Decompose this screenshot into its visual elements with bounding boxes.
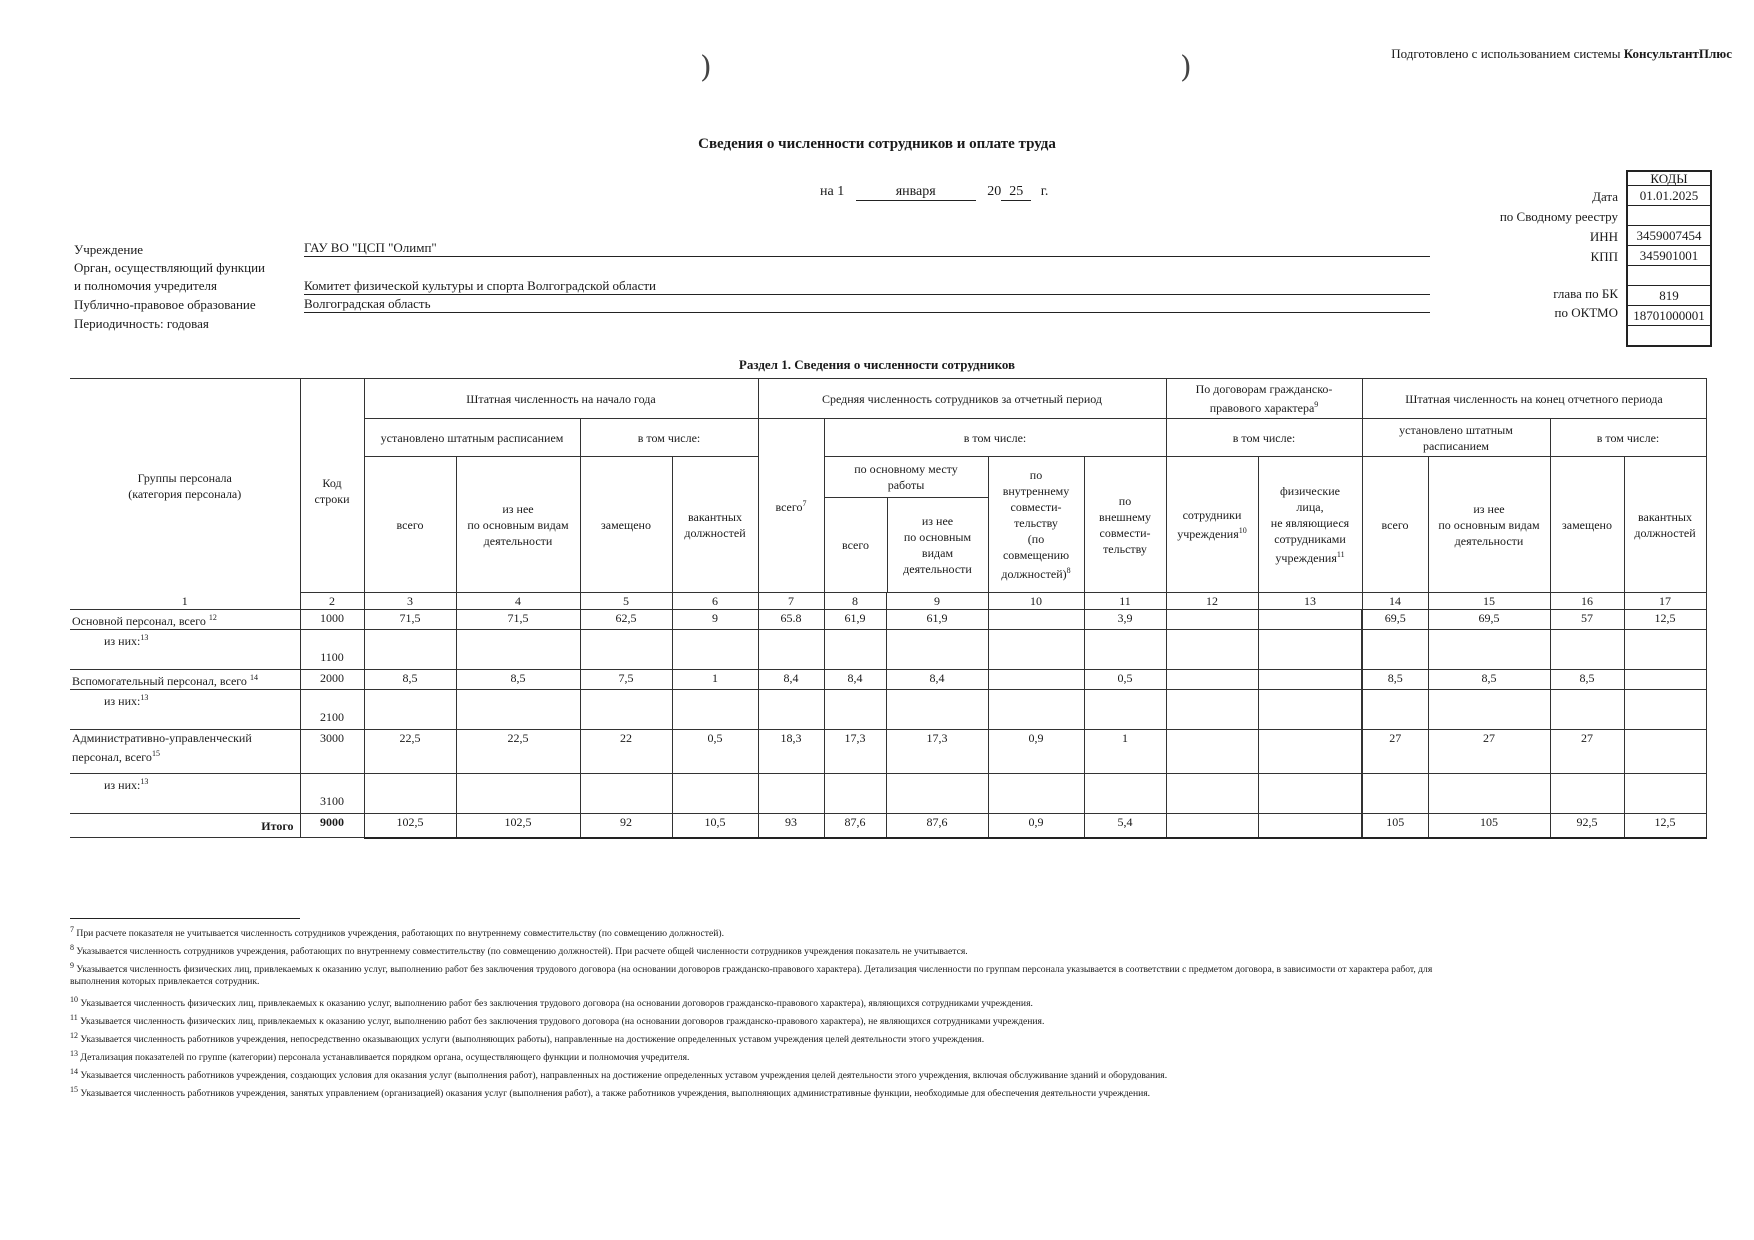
public-entity-label: Публично-правовое образование xyxy=(74,297,256,312)
row-label: из них:$^{13}$ xyxy=(70,690,300,730)
cell-col-7 xyxy=(758,690,824,730)
cell-col-12 xyxy=(1166,610,1258,630)
header-main-activity-15: из нее по основным видам деятельности xyxy=(1428,457,1550,593)
cell-col-3 xyxy=(364,630,456,670)
header-end-established: установлено штатным расписанием xyxy=(1362,419,1550,457)
code-date: 01.01.2025 xyxy=(1628,186,1710,206)
column-numbers-row: 1 2 3 4 5 6 7 8 9 10 11 12 13 14 15 16 17 xyxy=(70,593,1706,610)
cell-col-5: 22 xyxy=(580,730,672,774)
row-code: 2000 xyxy=(300,670,364,690)
cell-col-17 xyxy=(1624,774,1706,814)
cell-col-8: 8,4 xyxy=(824,670,886,690)
label-inn: ИНН xyxy=(1589,229,1618,244)
cell-col-4: 8,5 xyxy=(456,670,580,690)
code-blank-1 xyxy=(1628,266,1710,286)
cell-col-6: 10,5 xyxy=(672,814,758,838)
cell-col-14 xyxy=(1362,690,1428,730)
cell-col-3 xyxy=(364,690,456,730)
cell-col-14: 27 xyxy=(1362,730,1428,774)
cell-col-4 xyxy=(456,774,580,814)
cell-col-8: 61,9 xyxy=(824,610,886,630)
cell-col-9: 61,9 xyxy=(886,610,988,630)
document-title: Сведения о численности сотрудников и оплате труда xyxy=(698,136,1056,152)
cell-col-3: 8,5 xyxy=(364,670,456,690)
cell-col-6 xyxy=(672,630,758,670)
cell-col-16 xyxy=(1550,774,1624,814)
header-main-activity-4: из нее по основным видам деятельности xyxy=(456,457,580,593)
cell-col-9: 8,4 xyxy=(886,670,988,690)
cell-col-13 xyxy=(1258,670,1362,690)
header-code: Код строки xyxy=(300,379,364,593)
cell-col-15: 8,5 xyxy=(1428,670,1550,690)
cell-col-17: 12,5 xyxy=(1624,814,1706,838)
footnote-11: $^{11}$ Указывается численность физических лиц, привлекаемых к оказанию услуг, выполнению работ без заключения трудового договора (на основании договоров гражданско-правового характера), не являющихся сотрудниками учреждения. xyxy=(70,1013,1045,1028)
cell-col-12 xyxy=(1166,630,1258,670)
cell-col-14: 105 xyxy=(1362,814,1428,838)
cell-col-4: 102,5 xyxy=(456,814,580,838)
row-code: 3100 xyxy=(300,774,364,814)
cell-col-7 xyxy=(758,630,824,670)
cell-col-10 xyxy=(988,610,1084,630)
cell-col-4 xyxy=(456,690,580,730)
cell-col-11: 0,5 xyxy=(1084,670,1166,690)
row-label: Итого xyxy=(70,814,300,838)
cell-col-7: 93 xyxy=(758,814,824,838)
cell-col-5 xyxy=(580,630,672,670)
cell-col-10 xyxy=(988,670,1084,690)
header-avg: Средняя численность сотрудников за отчетный период xyxy=(758,379,1166,419)
cell-col-10 xyxy=(988,690,1084,730)
codes-header: КОДЫ xyxy=(1628,172,1710,186)
code-bk: 819 xyxy=(1628,286,1710,306)
header-end: Штатная численность на конец отчетного периода xyxy=(1362,379,1706,419)
cell-col-11 xyxy=(1084,630,1166,670)
cell-col-15 xyxy=(1428,774,1550,814)
cell-col-14 xyxy=(1362,774,1428,814)
header-vacant-6: вакантных должностей xyxy=(672,457,758,593)
row-code: 1000 xyxy=(300,610,364,630)
row-code: 1100 xyxy=(300,630,364,670)
footnote-10: $^{10}$ Указывается численность физических лиц, привлекаемых к оказанию услуг, выполнению работ без заключения трудового договора (на основании договоров гражданско-правового характера), являющихся сотрудниками учреждения. xyxy=(70,995,1033,1010)
cell-col-12 xyxy=(1166,690,1258,730)
cell-col-11: 3,9 xyxy=(1084,610,1166,630)
cell-col-7: 65.8 xyxy=(758,610,824,630)
cell-col-14 xyxy=(1362,630,1428,670)
header-internal-10: по внутреннему совмести- тельству (по совмещению должностей)$^8$ xyxy=(988,457,1084,593)
founder-label-2: и полномочия учредителя xyxy=(74,278,217,293)
table-row xyxy=(70,670,1706,690)
header-established: установлено штатным расписанием xyxy=(364,419,580,457)
cell-col-10 xyxy=(988,630,1084,670)
scan-mark-right: ) xyxy=(1180,50,1192,85)
cell-col-14: 8,5 xyxy=(1362,670,1428,690)
code-inn: 3459007454 xyxy=(1628,226,1710,246)
row-label: Основной персонал, всего $^{12}$ xyxy=(70,610,300,630)
cell-col-6: 9 xyxy=(672,610,758,630)
cell-col-10: 0,9 xyxy=(988,814,1084,838)
public-entity-value: Волгоградская область xyxy=(304,296,1430,313)
header-external-11: по внешнему совмести- тельству xyxy=(1084,457,1166,593)
cell-col-6: 1 xyxy=(672,670,758,690)
report-date: на 1 января 20 25 г. xyxy=(820,184,1049,199)
cell-col-17 xyxy=(1624,670,1706,690)
code-blank-2 xyxy=(1628,326,1710,345)
cell-col-12 xyxy=(1166,814,1258,838)
header-total-14: всего xyxy=(1362,457,1428,593)
cell-col-11 xyxy=(1084,774,1166,814)
cell-col-16: 8,5 xyxy=(1550,670,1624,690)
cell-col-6 xyxy=(672,690,758,730)
cell-col-13 xyxy=(1258,774,1362,814)
cell-col-5: 62,5 xyxy=(580,610,672,630)
prepared-with-note: Подготовлено с использованием системы КонсультантПлюс xyxy=(1391,46,1732,61)
footnote-separator xyxy=(70,918,300,919)
label-bk: глава по БК xyxy=(1553,286,1618,301)
row-label: из них:$^{13}$ xyxy=(70,774,300,814)
cell-col-3: 102,5 xyxy=(364,814,456,838)
cell-col-8 xyxy=(824,690,886,730)
table-row xyxy=(70,630,1706,670)
cell-col-15: 69,5 xyxy=(1428,610,1550,630)
cell-col-4: 22,5 xyxy=(456,730,580,774)
cell-col-16 xyxy=(1550,690,1624,730)
header-civil: По договорам гражданско- правового характера$^9$ xyxy=(1166,379,1362,419)
header-vacant-17: вакантных должностей xyxy=(1624,457,1706,593)
cell-col-9 xyxy=(886,774,988,814)
cell-col-13 xyxy=(1258,730,1362,774)
cell-col-17: 12,5 xyxy=(1624,610,1706,630)
footnote-13: $^{13}$ Детализация показателей по группе (категории) персонала устанавливается порядком органа, осуществляющего функции и полномочия учредителя. xyxy=(70,1049,690,1064)
cell-col-16: 57 xyxy=(1550,610,1624,630)
row-code: 2100 xyxy=(300,690,364,730)
cell-col-10: 0,9 xyxy=(988,730,1084,774)
header-physical-13: физические лица, не являющиеся сотрудниками учреждения$^{11}$ xyxy=(1258,457,1362,593)
table-row xyxy=(70,610,1706,630)
row-label: Административно-управленческий персонал, всего$^{15}$ xyxy=(70,730,300,774)
cell-col-15 xyxy=(1428,690,1550,730)
header-employees-12: сотрудники учреждения$^{10}$ xyxy=(1166,457,1258,593)
row-code: 3000 xyxy=(300,730,364,774)
footnote-12: $^{12}$ Указывается численность работников учреждения, непосредственно оказывающих услуги (выполняющих работы), направленные на достижение определенных уставом учреждения целей деятельности этого учреждения. xyxy=(70,1031,985,1046)
cell-col-7: 8,4 xyxy=(758,670,824,690)
cell-col-6 xyxy=(672,774,758,814)
cell-col-16: 92,5 xyxy=(1550,814,1624,838)
cell-col-15: 27 xyxy=(1428,730,1550,774)
cell-col-3: 71,5 xyxy=(364,610,456,630)
staff-table xyxy=(70,378,1707,839)
label-kpp: КПП xyxy=(1590,249,1618,264)
label-oktmo: по ОКТМО xyxy=(1554,305,1618,320)
header-filled-5: замещено xyxy=(580,457,672,593)
footnote-15: $^{15}$ Указывается численность работников учреждения, занятых управлением (организацией) оказания услуг (выполнения работ), а также работников учреждения, выполняющих административные функции, необходимые для обеспечения деятельности учреждения. xyxy=(70,1085,1151,1100)
table-row xyxy=(70,690,1706,730)
cell-col-5: 92 xyxy=(580,814,672,838)
code-oktmo: 18701000001 xyxy=(1628,306,1710,326)
cell-col-15 xyxy=(1428,630,1550,670)
row-code: 9000 xyxy=(300,814,364,838)
cell-col-8: 17,3 xyxy=(824,730,886,774)
header-start: Штатная численность на начало года xyxy=(364,379,758,419)
row-label: из них:$^{13}$ xyxy=(70,630,300,670)
cell-col-5: 7,5 xyxy=(580,670,672,690)
cell-col-12 xyxy=(1166,730,1258,774)
footnote-7: $^7$ При расчете показателя не учитывается численность сотрудников учреждения, работающих по внутреннему совместительству (по совмещению должностей). xyxy=(70,925,724,940)
cell-col-5 xyxy=(580,690,672,730)
header-groups: Группы персонала (категория персонала) xyxy=(70,379,300,593)
header-incl-civil: в том числе: xyxy=(1166,419,1362,457)
header-incl-avg: в том числе: xyxy=(824,419,1166,457)
header-incl-end: в том числе: xyxy=(1550,419,1706,457)
header-total-3: всего xyxy=(364,457,456,593)
header-filled-16: замещено xyxy=(1550,457,1624,593)
cell-col-8: 87,6 xyxy=(824,814,886,838)
cell-col-10 xyxy=(988,774,1084,814)
cell-col-13 xyxy=(1258,690,1362,730)
table-row xyxy=(70,774,1706,814)
cell-col-16: 27 xyxy=(1550,730,1624,774)
cell-col-17 xyxy=(1624,630,1706,670)
institution-value: ГАУ ВО "ЦСП "Олимп" xyxy=(304,240,1430,257)
cell-col-9: 87,6 xyxy=(886,814,988,838)
code-kpp: 345901001 xyxy=(1628,246,1710,266)
cell-col-15: 105 xyxy=(1428,814,1550,838)
row-label: Вспомогательный персонал, всего $^{14}$ xyxy=(70,670,300,690)
cell-col-6: 0,5 xyxy=(672,730,758,774)
header-avg-total: всего$^7$ xyxy=(758,419,824,593)
header-main-activity-9: из нее по основным видам деятельности xyxy=(903,514,972,576)
cell-col-11 xyxy=(1084,690,1166,730)
cell-col-13 xyxy=(1258,630,1362,670)
cell-col-13 xyxy=(1258,814,1362,838)
cell-col-7: 18,3 xyxy=(758,730,824,774)
cell-col-8 xyxy=(824,774,886,814)
cell-col-16 xyxy=(1550,630,1624,670)
cell-col-11: 5,4 xyxy=(1084,814,1166,838)
cell-col-14: 69,5 xyxy=(1362,610,1428,630)
cell-col-13 xyxy=(1258,610,1362,630)
cell-col-9 xyxy=(886,690,988,730)
footnote-8: $^8$ Указывается численность сотрудников учреждения, работающих по внутреннему совместительству (по совмещению должностей). При расчете общей численности сотрудников учреждения показатель не учитывается. xyxy=(70,943,968,958)
header-total-8: всего xyxy=(825,498,888,592)
table-row xyxy=(70,730,1706,774)
footnote-9: $^9$ Указывается численность физических лиц, привлекаемых к оказанию услуг, выполнению работ без заключения трудового договора (на основании договоров гражданско-правового характера). Детализация численности по группам персонала указывается в соответствии с предметом договора, в зависимости от характера работ, для выполнения которых привлекается сотрудник. xyxy=(70,961,1433,988)
table-row xyxy=(70,814,1706,838)
header-incl-start: в том числе: xyxy=(580,419,758,457)
header-main-place: по основному месту работы всего из нее по основным видам деятельности xyxy=(824,457,988,593)
cell-col-7 xyxy=(758,774,824,814)
cell-col-11: 1 xyxy=(1084,730,1166,774)
cell-col-4: 71,5 xyxy=(456,610,580,630)
cell-col-17 xyxy=(1624,730,1706,774)
codes-box xyxy=(1626,170,1712,347)
cell-col-9: 17,3 xyxy=(886,730,988,774)
cell-col-12 xyxy=(1166,774,1258,814)
cell-col-12 xyxy=(1166,670,1258,690)
footnote-14: $^{14}$ Указывается численность работников учреждения, создающих условия для оказания услуг (выполнения работ), направленных на достижение определенных уставом учреждения целей деятельности этого учреждения, включая обслуживание зданий и оборудования. xyxy=(70,1067,1168,1082)
cell-col-3 xyxy=(364,774,456,814)
label-registry: по Сводному реестру xyxy=(1499,209,1618,224)
founder-value: Комитет физической культуры и спорта Волгоградской области xyxy=(304,278,1430,295)
cell-col-9 xyxy=(886,630,988,670)
institution-label: Учреждение xyxy=(74,242,144,257)
cell-col-4 xyxy=(456,630,580,670)
periodicity: Периодичность: годовая xyxy=(74,316,209,331)
label-date: Дата xyxy=(1592,189,1618,204)
cell-col-5 xyxy=(580,774,672,814)
scan-mark-left: ) xyxy=(700,50,712,85)
code-registry xyxy=(1628,206,1710,226)
founder-label-1: Орган, осуществляющий функции xyxy=(74,260,265,275)
cell-col-17 xyxy=(1624,690,1706,730)
cell-col-3: 22,5 xyxy=(364,730,456,774)
cell-col-8 xyxy=(824,630,886,670)
section-title: Раздел 1. Сведения о численности сотрудников xyxy=(738,357,1016,372)
